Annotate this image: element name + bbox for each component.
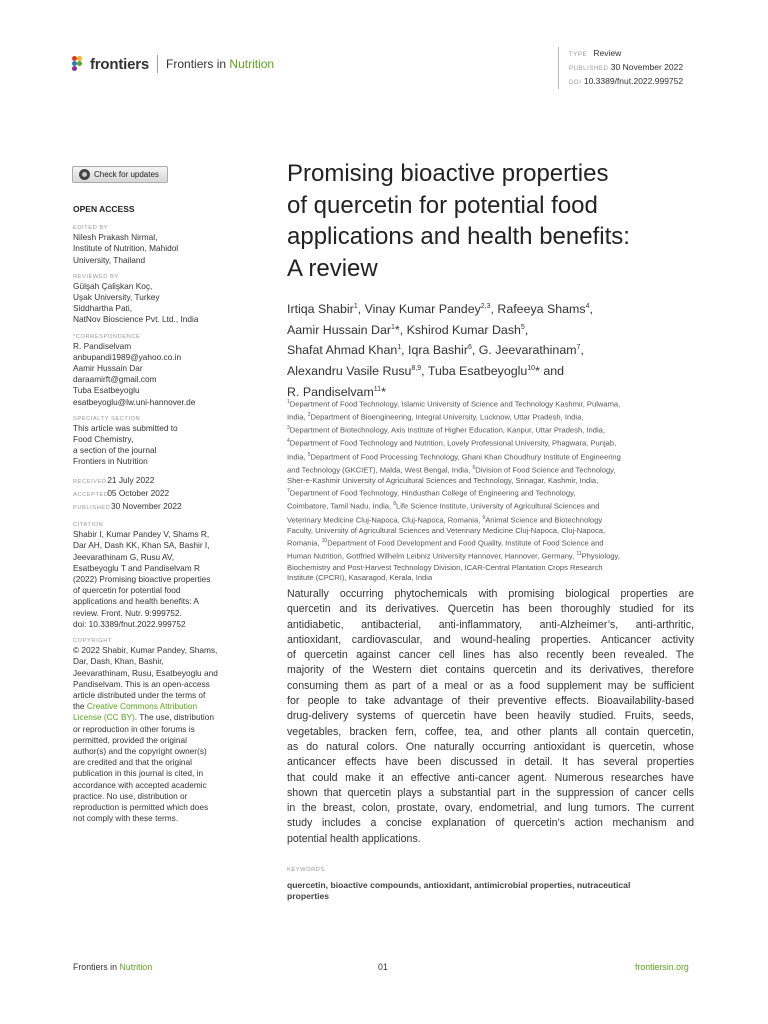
abstract-line: majority of the Western diet contains quercetin and its derivatives, therefore — [287, 664, 694, 677]
citation-line: review. Front. Nutr. 9:999752. — [73, 607, 182, 618]
frontiers-logo-icon — [72, 56, 86, 72]
article-type: Review — [593, 48, 622, 58]
abstract-line: in the breast, colon, prostate, ovary, endometrial, and lung tumors. The current — [287, 802, 694, 815]
specialty-line: This article was submitted to — [73, 422, 178, 433]
abstract-line: antioxidant, cardiovascular, and wound-healing properties. Anticancer activity — [287, 633, 694, 646]
affiliation-line: Sher-e-Kashmir University of Agricultural Sciences and Technology, Srinagar, Kashmir, India, — [287, 475, 599, 485]
frontiers-logo — [72, 55, 274, 73]
update-icon — [79, 169, 90, 180]
citation — [73, 529, 238, 630]
copyright-line: article distributed under the terms of — [73, 689, 206, 700]
correspondence-line: anbupandi1989@yahoo.co.in — [73, 351, 182, 362]
accepted-date: 05 October 2022 — [107, 487, 170, 498]
copyright-line: not comply with these terms. — [73, 813, 179, 824]
header-divider — [157, 55, 158, 73]
abstract-line: potential health applications. — [287, 832, 421, 845]
copyright — [73, 645, 238, 824]
author-line: Alexandru Vasile Rusu$^{8,9}$, Tuba Esatbeyoglu$^{10}$* and — [287, 364, 565, 378]
published-date: 30 November 2022 — [610, 62, 684, 72]
article-title — [287, 158, 707, 284]
copyright-line: Jeevarathinam, Rusu, Esatbeyoglu and — [73, 667, 218, 678]
citation-line: of quercetin for potential food — [73, 585, 181, 596]
copyright-line: author(s) and the copyright owner(s) — [73, 745, 207, 756]
citation-line: (2022) Promising bioactive properties — [73, 574, 211, 585]
abstract-line: as do natural colors. One naturally occurring antioxidant is quercetin, whose — [287, 740, 694, 753]
abstract-line: Naturally occurring phytochemicals with promising biological properties are — [287, 588, 694, 600]
reviewed-by-line: NatNov Bioscience Pvt. Ltd., India — [73, 314, 199, 325]
specialty-section — [73, 423, 238, 468]
reviewed-by-line: Siddhartha Pati, — [73, 303, 133, 314]
abstract-line: for people to take advantage of their preventive effects. Bioavailability-based — [287, 695, 694, 708]
author-list — [287, 298, 707, 401]
page-number: 01 — [378, 962, 388, 972]
article-dates: RECEIVED 21 July 2022 ACCEPTED 05 October 2022 PUBLISHED30 November 2022 — [73, 474, 182, 512]
citation-line: Jeevarathinam G, Rusu AV, — [73, 551, 175, 562]
title-line: Promising bioactive properties — [287, 160, 609, 187]
author-line: Aamir Hussain Dar$^1$*, Kshirod Kumar Dash$^5$, — [287, 322, 529, 337]
doi[interactable]: 10.3389/fnut.2022.999752 — [583, 76, 684, 86]
edited-by-line: Institute of Nutrition, Mahidol — [73, 243, 179, 254]
copyright-line: Pandiselvam. This is an open-access — [73, 678, 210, 689]
correspondence-line: Aamir Hussain Dar — [73, 363, 143, 374]
affiliation-line: India, $^5$Department of Food Processing Technology, Ghani Khan Choudhury Institute of Engineering — [287, 451, 621, 462]
copyright-line: are credited and that the original — [73, 757, 193, 768]
check-for-updates-button[interactable]: Check for updates — [72, 166, 168, 183]
edited-by-line: University, Thailand — [73, 254, 146, 265]
citation-line: Dar AH, Dash KK, Khan SA, Bashir I, — [73, 540, 210, 551]
copyright-line: permitted, provided the original — [73, 734, 187, 745]
copyright-line: License (CC BY). The use, distribution — [73, 712, 214, 723]
keywords-line: properties — [287, 890, 330, 901]
correspondence — [73, 341, 238, 408]
correspondence-line: Tuba Esatbeyoglu — [73, 385, 140, 396]
affiliation-line: Biochemistry and Post-Harvest Technology Division, ICAR-Central Plantation Crops Research — [287, 562, 603, 572]
citation-line: applications and health benefits: A — [73, 596, 199, 607]
affiliation-line: $^1$Department of Food Technology, Islamic University of Science and Technology Kashmir, Pulwama, — [287, 399, 621, 409]
abstract-line: anticancer effects have been discussed in detail. It has several properties — [287, 756, 694, 769]
affiliation-line: $^3$Department of Biotechnology, Axis Institute of Higher Education, Kanpur, Uttar Pradesh, India, — [287, 425, 605, 435]
affiliation-line: Faculty, University of Agricultural Sciences and Veterinary Medicine Cluj-Napoca, Cluj-Napoca, — [287, 525, 606, 535]
keywords-label: KEYWORDS — [287, 867, 325, 873]
abstract-line: consuming them as part of a meal or as a food supplement may be sufficient — [287, 679, 694, 692]
citation-line: Esatbeyoglu T and Pandiselvam R — [73, 562, 200, 573]
license-link[interactable]: Creative Commons Attribution — [86, 701, 198, 712]
published-date-side: 30 November 2022 — [111, 501, 182, 512]
reviewed-by — [73, 281, 238, 326]
title-line: applications and health benefits: — [287, 223, 630, 250]
abstract-line: antidiabetic, antibacterial, anti-inflammatory, anti-Alzheimer’s, anti-arthritic, — [287, 618, 694, 631]
correspondence-line: R. Pandiselvam — [73, 340, 132, 351]
open-access-label: OPEN ACCESS — [73, 204, 135, 214]
abstract-line: of quercetin against cancer cell lines has also recently been revealed. The — [287, 649, 694, 662]
affiliation-line: Human Nutrition, Gottfried Wilhelm Leibniz University Hannover, Hannover, Germany, $^{11}$Physiology, — [287, 551, 620, 561]
abstract-line: quercetin and its derivatives. Quercetin has been thoroughly studied for its — [287, 603, 694, 616]
copyright-line: the Creative Commons Attribution — [73, 701, 198, 712]
author-line: R. Pandiselvam$^{11}$* — [287, 384, 386, 399]
affiliations — [287, 397, 707, 584]
copyright-line: practice. No use, distribution or — [73, 790, 188, 801]
specialty-line: Frontiers in Nutrition — [73, 456, 148, 467]
affiliation-line: $^4$Department of Food Technology and Nutrition, Lovely Professional University, Phagwara, Punjab, — [287, 438, 617, 448]
received-date: 21 July 2022 — [107, 474, 155, 485]
affiliation-line: and Technology (GKCIET), Malda, West Bengal, India, $^6$Division of Food Science and Technology, — [287, 464, 616, 475]
keywords-line: quercetin, bioactive compounds, antioxidant, antimicrobial properties, nutraceutical — [287, 880, 631, 890]
article-sidebar: OPEN ACCESS EDITED BY Nilesh Prakash Nirmal, Institute of Nutrition, Mahidol University, Thailand REVIEWED BY Gülşah Çalişkan Koç, Uşak University, Turkey Siddhartha Pati, NatNov Bioscience Pvt. Ltd., India *CORRESPONDENCE R. Pandiselvam anbupandi1989@yahoo.co.in Aamir Hussain Dar daraamirft@gmail.com Tuba Esatbeyoglu esatbeyoglu@lw.uni-hannover.de SPECIALTY SECTION This article was submitted to Food Chemistry, a section of the journal Frontiers in Nutrition RECEIVED 21 July 2022 ACCEPTED 05 October 2022 PUBLISHED30 November 2022 CITATION Shabir I, Kumar Pandey V, Shams R, Dar AH, Dash KK, Khan SA, Bashir I, Jeevarathinam G, Rusu AV, Esatbeyoglu T and Pandiselvam R (2022) Promising bioactive properties of quercetin for potential food applications and health benefits: A review. Front. Nutr. 9:999752. doi: 10.3389/fnut.2022.999752 COPYRIGHT © 2022 Shabir, Kumar Pandey, Shams, Dar, Dash, Khan, Bashir, Jeevarathinam, Rusu, Esatbeyoglu and Pandiselvam. This is an open-access article distributed under the terms of the Creative Commons Attribution License (CC BY). The use, distribution or reproduction in other forums is permitted, provided the original author(s) and the copyright owner(s) are credited and that the original publication in this journal is cited, in accordance with accepted academic practice. No use, distribution or reproduction is permitted which does not comply with these terms. — [73, 204, 238, 824]
journal-name: Frontiers in Nutrition — [166, 57, 275, 71]
brand-name: frontiers — [90, 55, 150, 73]
abstract-line: vegetables, bracken fern, coffee, tea, and other plants all contain quercetin, — [287, 725, 694, 738]
reviewed-by-line: Gülşah Çalişkan Koç, — [73, 280, 153, 291]
title-line: of quercetin for potential food — [287, 191, 598, 219]
copyright-line: © 2022 Shabir, Kumar Pandey, Shams, — [73, 645, 218, 656]
affiliation-line: $^7$Department of Food Technology, Hindusthan College of Engineering and Technology, — [287, 488, 576, 498]
affiliation-line: Veterinary Medicine Cluj-Napoca, Cluj-Napoca, Romania, $^9$Animal Science and Biotechnology — [287, 514, 603, 525]
affiliation-line: Romania, $^{10}$Department of Food Development and Food Quality, Institute of Food Science and — [287, 538, 604, 548]
edited-by — [73, 232, 238, 266]
affiliation-line: Coimbatore, Tamil Nadu, India, $^8$Life Science Institute, University of Agricultural Sciences and — [287, 501, 600, 511]
abstract-line: study includes a concise explanation of quercetin’s action mechanism and — [287, 817, 694, 830]
copyright-line: Dar, Dash, Khan, Bashir, — [73, 656, 164, 667]
author-line: Irtiqa Shabir$^1$, Vinay Kumar Pandey$^{2,3}$, Rafeeya Shams$^4$, — [287, 302, 593, 317]
copyright-line: or reproduction in other forums is — [73, 723, 195, 734]
copyright-line: accordance with accepted academic — [73, 779, 207, 790]
footer-journal: Frontiers in Nutrition — [73, 962, 153, 972]
site-link[interactable]: frontiersin.org — [635, 962, 689, 972]
title-line: A review — [287, 254, 378, 282]
keywords — [287, 880, 707, 901]
abstract-line: drug-delivery systems of quercetin have been heavily studied. Fruits, seeds, — [287, 710, 694, 723]
citation-line: Shabir I, Kumar Pandey V, Shams R, — [73, 529, 210, 540]
affiliation-line: India, $^2$Department of Bioengineering, Integral University, Lucknow, Uttar Pradesh, India, — [287, 412, 584, 422]
article-meta: TYPE Review PUBLISHED 30 November 2022 DOI 10.3389/fnut.2022.999752 — [558, 47, 683, 89]
affiliation-line: Institute (CPCRI), Kasaragod, Kerala, India — [287, 573, 433, 583]
abstract-line: that could make it an effective anti-cancer agent. Numerous researches have — [287, 771, 694, 784]
copyright-line: publication in this journal is cited, in — [73, 768, 204, 779]
edited-by-line: Nilesh Prakash Nirmal, — [73, 232, 158, 243]
reviewed-by-line: Uşak University, Turkey — [73, 292, 160, 303]
abstract — [287, 587, 694, 847]
correspondence-line: esatbeyoglu@lw.uni-hannover.de — [73, 396, 196, 407]
license-link[interactable]: License (CC BY) — [73, 712, 135, 723]
abstract-line: shown that quercetin plays a substantial part in the suppression of cancer cells — [287, 786, 694, 799]
citation-line: doi: 10.3389/fnut.2022.999752 — [73, 618, 186, 629]
copyright-line: reproduction is permitted which does — [73, 801, 209, 812]
author-line: Shafat Ahmad Khan$^1$, Iqra Bashir$^6$, G. Jeevarathinam$^7$, — [287, 343, 584, 358]
specialty-line: Food Chemistry, — [73, 434, 134, 445]
specialty-line: a section of the journal — [73, 445, 157, 456]
correspondence-line: daraamirft@gmail.com — [73, 374, 157, 385]
